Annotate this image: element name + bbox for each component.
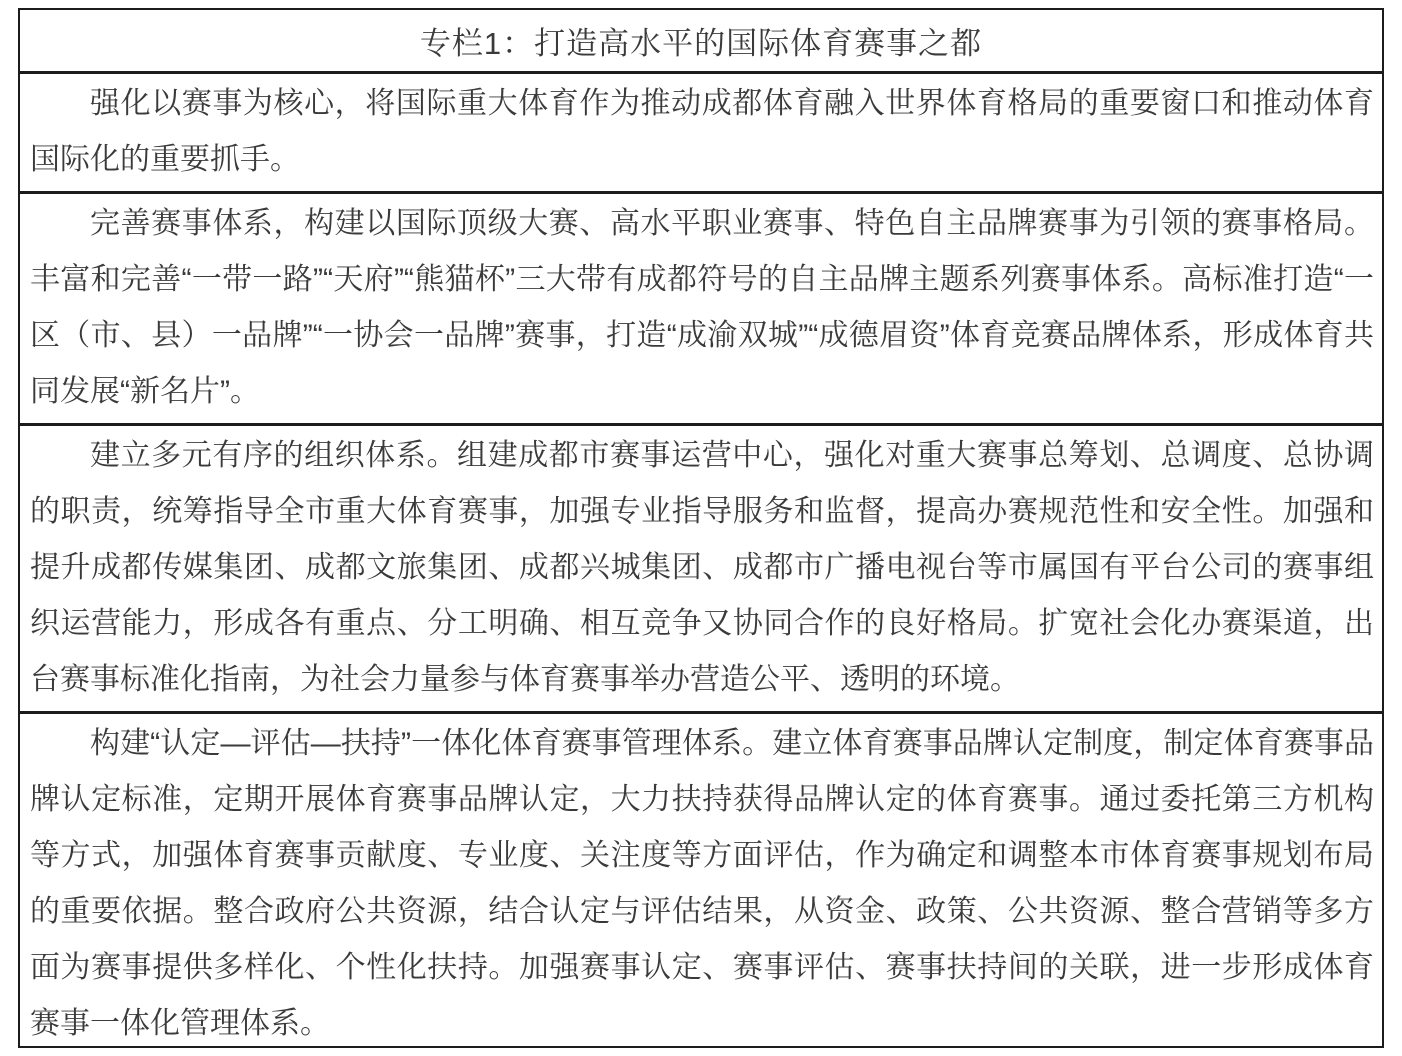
column-box-title: 专栏1：打造高水平的国际体育赛事之都 — [419, 26, 983, 61]
column-box — [18, 8, 1384, 1048]
paragraph-organization-system: 建立多元有序的组织体系。组建成都市赛事运营中心，强化对重大赛事总筹划、总调度、总协调的职责，统筹指导全市重大体育赛事，加强专业指导服务和监督，提高办赛规范性和安全性。加强和提升成都传媒集团、成都文旅集团、成都兴城集团、成都市广播电视台等市属国有平台公司的赛事组织运营能力，形成各有重点、分工明确、相互竞争又协同合作的良好格局。扩宽社会化办赛渠道，出台赛事标准化指南，为社会力量参与体育赛事举办营造公平、透明的环境。 — [20, 423, 1382, 711]
paragraph-core-positioning: 强化以赛事为核心，将国际重大体育作为推动成都体育融入世界体育格局的重要窗口和推动体育国际化的重要抓手。 — [20, 71, 1382, 191]
paragraph-management-system: 构建“认定—评估—扶持”一体化体育赛事管理体系。建立体育赛事品牌认定制度，制定体育赛事品牌认定标准，定期开展体育赛事品牌认定，大力扶持获得品牌认定的体育赛事。通过委托第三方机构等方式，加强体育赛事贡献度、专业度、关注度等方面评估，作为确定和调整本市体育赛事规划布局的重要依据。整合政府公共资源，结合认定与评估结果，从资金、政策、公共资源、整合营销等多方面为赛事提供多样化、个性化扶持。加强赛事认定、赛事评估、赛事扶持间的关联，进一步形成体育赛事一体化管理体系。 — [20, 711, 1382, 1046]
paragraph-event-system: 完善赛事体系，构建以国际顶级大赛、高水平职业赛事、特色自主品牌赛事为引领的赛事格局。丰富和完善“一带一路”“天府”“熊猫杯”三大带有成都符号的自主品牌主题系列赛事体系。高标准打造“一区（市、县）一品牌”“一协会一品牌”赛事，打造“成渝双城”“成德眉资”体育竞赛品牌体系，形成体育共同发展“新名片”。 — [20, 191, 1382, 423]
